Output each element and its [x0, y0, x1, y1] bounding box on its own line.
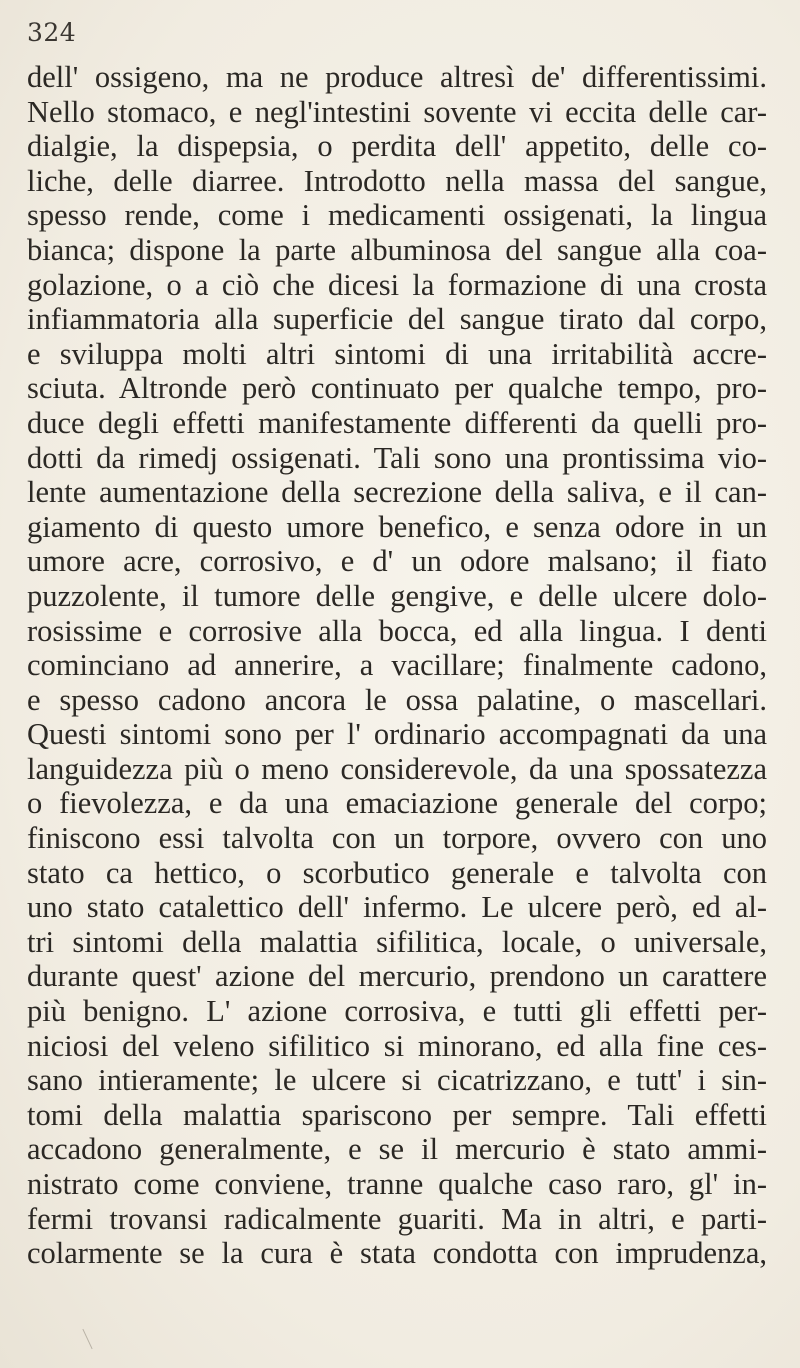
text-line: e sviluppa molti altri sintomi di una irritabilità accre-	[27, 336, 767, 371]
text-line: uno stato catalettico dell' infermo. Le ulcere però, ed al-	[27, 890, 767, 925]
text-line: Questi sintomi sono per l' ordinario accompagnati da una	[27, 717, 767, 752]
text-line: Nello stomaco, e negl'intestini sovente vi eccita delle car-	[27, 94, 767, 129]
text-line: dell' ossigeno, ma ne produce altresì de' differentissimi.	[27, 60, 767, 94]
text-line: durante quest' azione del mercurio, prendono un carattere	[27, 959, 767, 994]
text-line: tri sintomi della malattia sifilitica, locale, o universale,	[27, 924, 767, 959]
page-number: 324	[27, 18, 77, 47]
text-line: sciuta. Altronde però continuato per qualche tempo, pro-	[27, 371, 767, 406]
text-line: golazione, o a ciò che dicesi la formazione di una crosta	[27, 267, 767, 302]
paper-blemish	[82, 1329, 92, 1349]
text-line: accadono generalmente, e se il mercurio è stato ammi-	[27, 1132, 767, 1167]
text-line: infiammatoria alla superficie del sangue tirato dal corpo,	[27, 302, 767, 337]
text-line: niciosi del veleno sifilitico si minorano, ed alla fine ces-	[27, 1028, 767, 1063]
text-line: dotti da rimedj ossigenati. Tali sono una prontissima vio-	[27, 440, 767, 475]
text-line: spesso rende, come i medicamenti ossigenati, la lingua	[27, 198, 767, 233]
text-line: umore acre, corrosivo, e d' un odore malsano; il fiato	[27, 544, 767, 579]
body-text	[27, 60, 767, 1271]
text-line: dialgie, la dispepsia, o perdita dell' appetito, delle co-	[27, 129, 767, 164]
text-line: lente aumentazione della secrezione della saliva, e il can-	[27, 475, 767, 510]
text-line: duce degli effetti manifestamente differenti da quelli pro-	[27, 405, 767, 440]
text-line: giamento di questo umore benefico, e senza odore in un	[27, 509, 767, 544]
text-line: o fievolezza, e da una emaciazione generale del corpo;	[27, 786, 767, 821]
text-line: cominciano ad annerire, a vacillare; finalmente cadono,	[27, 648, 767, 683]
text-line: languidezza più o meno considerevole, da una spossatezza	[27, 751, 767, 786]
text-line: liche, delle diarree. Introdotto nella massa del sangue,	[27, 163, 767, 198]
text-line: bianca; dispone la parte albuminosa del sangue alla coa-	[27, 232, 767, 267]
text-line: e spesso cadono ancora le ossa palatine, o mascellari.	[27, 682, 767, 717]
text-line: sano intieramente; le ulcere si cicatrizzano, e tutt' i sin-	[27, 1063, 767, 1098]
text-line: tomi della malattia spariscono per sempre. Tali effetti	[27, 1097, 767, 1132]
text-line: nistrato come conviene, tranne qualche caso raro, gl' in-	[27, 1167, 767, 1201]
text-line: più benigno. L' azione corrosiva, e tutti gli effetti per-	[27, 994, 767, 1029]
text-line: colarmente se la cura è stata condotta con imprudenza,	[27, 1236, 767, 1271]
text-line: rosissime e corrosive alla bocca, ed alla lingua. I denti	[27, 613, 767, 648]
text-line: puzzolente, il tumore delle gengive, e delle ulcere dolo-	[27, 578, 767, 613]
text-line: finiscono essi talvolta con un torpore, ovvero con uno	[27, 821, 767, 856]
text-line: fermi trovansi radicalmente guariti. Ma in altri, e parti-	[27, 1201, 767, 1236]
text-line: stato ca hettico, o scorbutico generale e talvolta con	[27, 855, 767, 890]
